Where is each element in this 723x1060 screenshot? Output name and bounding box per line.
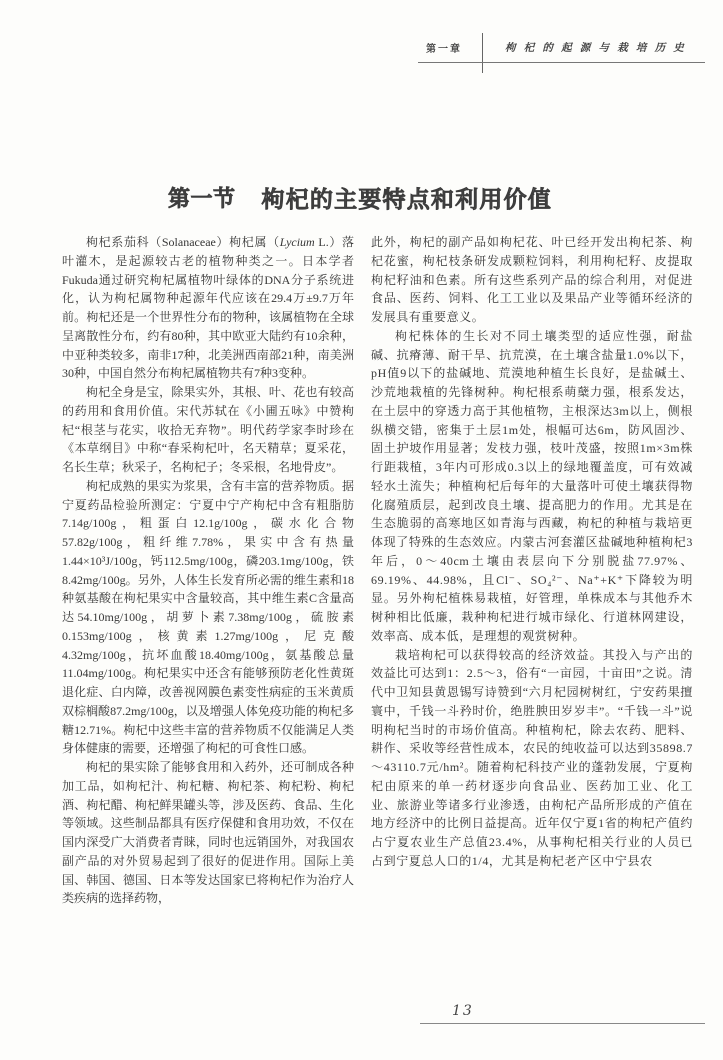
paragraph-ecology: 枸杞株体的生长对不同土壤类型的适应性强，耐盐碱、抗瘠薄、耐干旱、抗荒漠，在土壤含盐量1.0%以下，pH值9以下的盐碱地、荒漠地种植生长良好，是盐碱土、沙荒地栽植的先锋树种。枸杞根系萌蘖力强，根系发达，在土层中的穿透力高于其他植物，主根深达3m以上，侧根纵横交错，密集于土层1m处，根幅可达6m，防风固沙、固土护坡作用显著；发枝力强，枝叶茂盛，按照1m×3m株行距栽植，3年内可形成0.3以上的绿地覆盖度，可有效减轻水土流失；种植枸杞后每年的大量落叶可使土壤获得物化腐殖质层，起到改良土壤、提高肥力的作用。尤其是在生态脆弱的高寒地区如青海与西藏，枸杞的种植与栽培更体现了特殊的生态效应。内蒙古河套灌区盐碱地种植枸杞3年后，0～40cm土壤由表层向下分别脱盐77.97%、69.19%、44.98%，且Cl⁻、SO₄²⁻、Na⁺+K⁺下降较为明显。另外枸杞植株易栽植，好管理，单株成本与其他乔木树种相比低廉，栽种枸杞进行城市绿化、行道林网建设，效率高、成本低，是理想的观赏树种。 bbox=[371, 328, 693, 643]
running-header-chapter: 第一章 bbox=[426, 44, 462, 55]
page-number: 13 bbox=[452, 1003, 474, 1019]
paragraph-taxonomy bbox=[62, 233, 354, 383]
header-rule bbox=[418, 62, 705, 63]
paragraph-economics: 栽培枸杞可以获得较高的经济效益。其投入与产出的效益比可达到1：2.5～3，俗有“一亩园，十亩田”之说。清代中卫知县黄恩锡写诗赞到“六月杞园树树红，宁安药果擅寰中，千钱一斗矜时价，绝胜腴田岁岁丰”。“千钱一斗”说明枸杞当时的市场价值高。种植枸杞，除去农药、肥料、耕作、采收等经营性成本，农民的纯收益可以达到35898.7～43110.7元/hm²。随着枸杞科技产业的蓬勃发展，宁夏枸杞由原来的单一药材逐步向食品业、医药加工业、化工业、旅游业等诸多行业渗透，由枸杞产品所形成的产值在地方经济中的比例日益提高。近年仅宁夏1省的枸杞产值约占宁夏农业生产总值23.4%，从事枸杞相关行业的人员已占到宁夏总人口的1/4，尤其是枸杞老产区中宁县农 bbox=[371, 647, 693, 868]
section-heading: 枸杞的主要特点和利用价值 bbox=[261, 187, 552, 213]
right-column bbox=[371, 233, 693, 871]
paragraph-nutrition: 枸杞成熟的果实为浆果，含有丰富的营养物质。据宁夏药品检验所测定：宁夏中宁产枸杞中含有粗脂肪7.14g/100g，粗蛋白12.1g/100g，碳水化合物57.82g/100g，粗纤维7.78%，果实中含有热量1.44×10³J/100g，钙112.5mg/100g，磷203.1mg/100g，铁8.42mg/100g。另外，人体生长发育所必需的维生素和18种氨基酸在枸杞果实中含量较高，其中维生素C含量高达54.10mg/100g，胡萝卜素7.38mg/100g，硫胺素0.153mg/100g，核黄素1.27mg/100g，尼克酸4.32mg/100g，抗坏血酸18.40mg/100g，氨基酸总量11.04mg/100g。枸杞果实中还含有能够预防老化性黄斑退化症、白内障，改善视网膜色素变性病症的玉米黄质双棕榈酸87.2mg/100g，以及增强人体免疫功能的枸杞多糖12.71%。枸杞中这些丰富的营养物质不仅能满足人类身体健康的需要，还增强了枸杞的可食性口感。 bbox=[62, 478, 354, 756]
paragraph-byproducts: 此外，枸杞的副产品如枸杞花、叶已经开发出枸杞茶、枸杞花蜜，枸杞枝条研发成颗粒饲料，利用枸杞籽、皮提取枸杞籽油和色素。所有这些系列产品的综合利用，对促进食品、医药、饲料、化工工业以及果品产业等循环经济的发展具有重要意义。 bbox=[371, 235, 693, 324]
running-header-title: 枸杞的起源与栽培历史 bbox=[505, 42, 692, 54]
paragraph-text: L.）落叶灌木，是起源较古老的植物种类之一。日本学者Fukuda通过研究枸杞属植物叶绿体的DNA分子系统进化，认为枸杞属物种起源年代应该在29.4万±9.7万年前。枸杞还是一个世界性分布的物种，该属植物在全球呈离散性分布，约有80种，其中欧亚大陆约有10余种，中亚种类较多，南非17种，北美洲西南部21种，南美洲30种，中国自然分布枸杞属植物共有7种3变种。 bbox=[62, 235, 354, 381]
left-column bbox=[62, 233, 354, 908]
paragraph-text: 枸杞系茄科（Solanaceae）枸杞属（ bbox=[86, 235, 280, 249]
section-title bbox=[168, 181, 552, 214]
header-divider-vertical bbox=[482, 33, 483, 73]
section-number: 第一节 bbox=[168, 187, 236, 212]
paragraph-products: 枸杞的果实除了能够食用和入药外，还可制成各种加工品，如枸杞汁、枸杞糖、枸杞茶、枸杞粉、枸杞酒、枸杞醋、枸杞鲜果罐头等，涉及医药、食品、生化等领域。这些制品都具有医疗保健和食用功效，不仅在国内深受广大消费者青睐，同时也远销国外，对我国农副产品的对外贸易起到了很好的促进作用。国际上美国、韩国、德国、日本等发达国家已将枸杞作为治疗人类疾病的选择药物， bbox=[62, 760, 354, 906]
paragraph-uses: 枸杞全身是宝，除果实外，其根、叶、花也有较高的药用和食用价值。宋代苏轼在《小圃五咏》中赞枸杞“根茎与花实，收拾无弃物”。明代药学家李时珍在《本草纲目》中称“春采枸杞叶，名天精草；夏采花，名长生草；秋采子，名枸杞子；冬采根，名地骨皮”。 bbox=[62, 385, 354, 474]
genus-name-italic: Lycium bbox=[279, 235, 315, 249]
footer-rule bbox=[420, 1023, 705, 1024]
